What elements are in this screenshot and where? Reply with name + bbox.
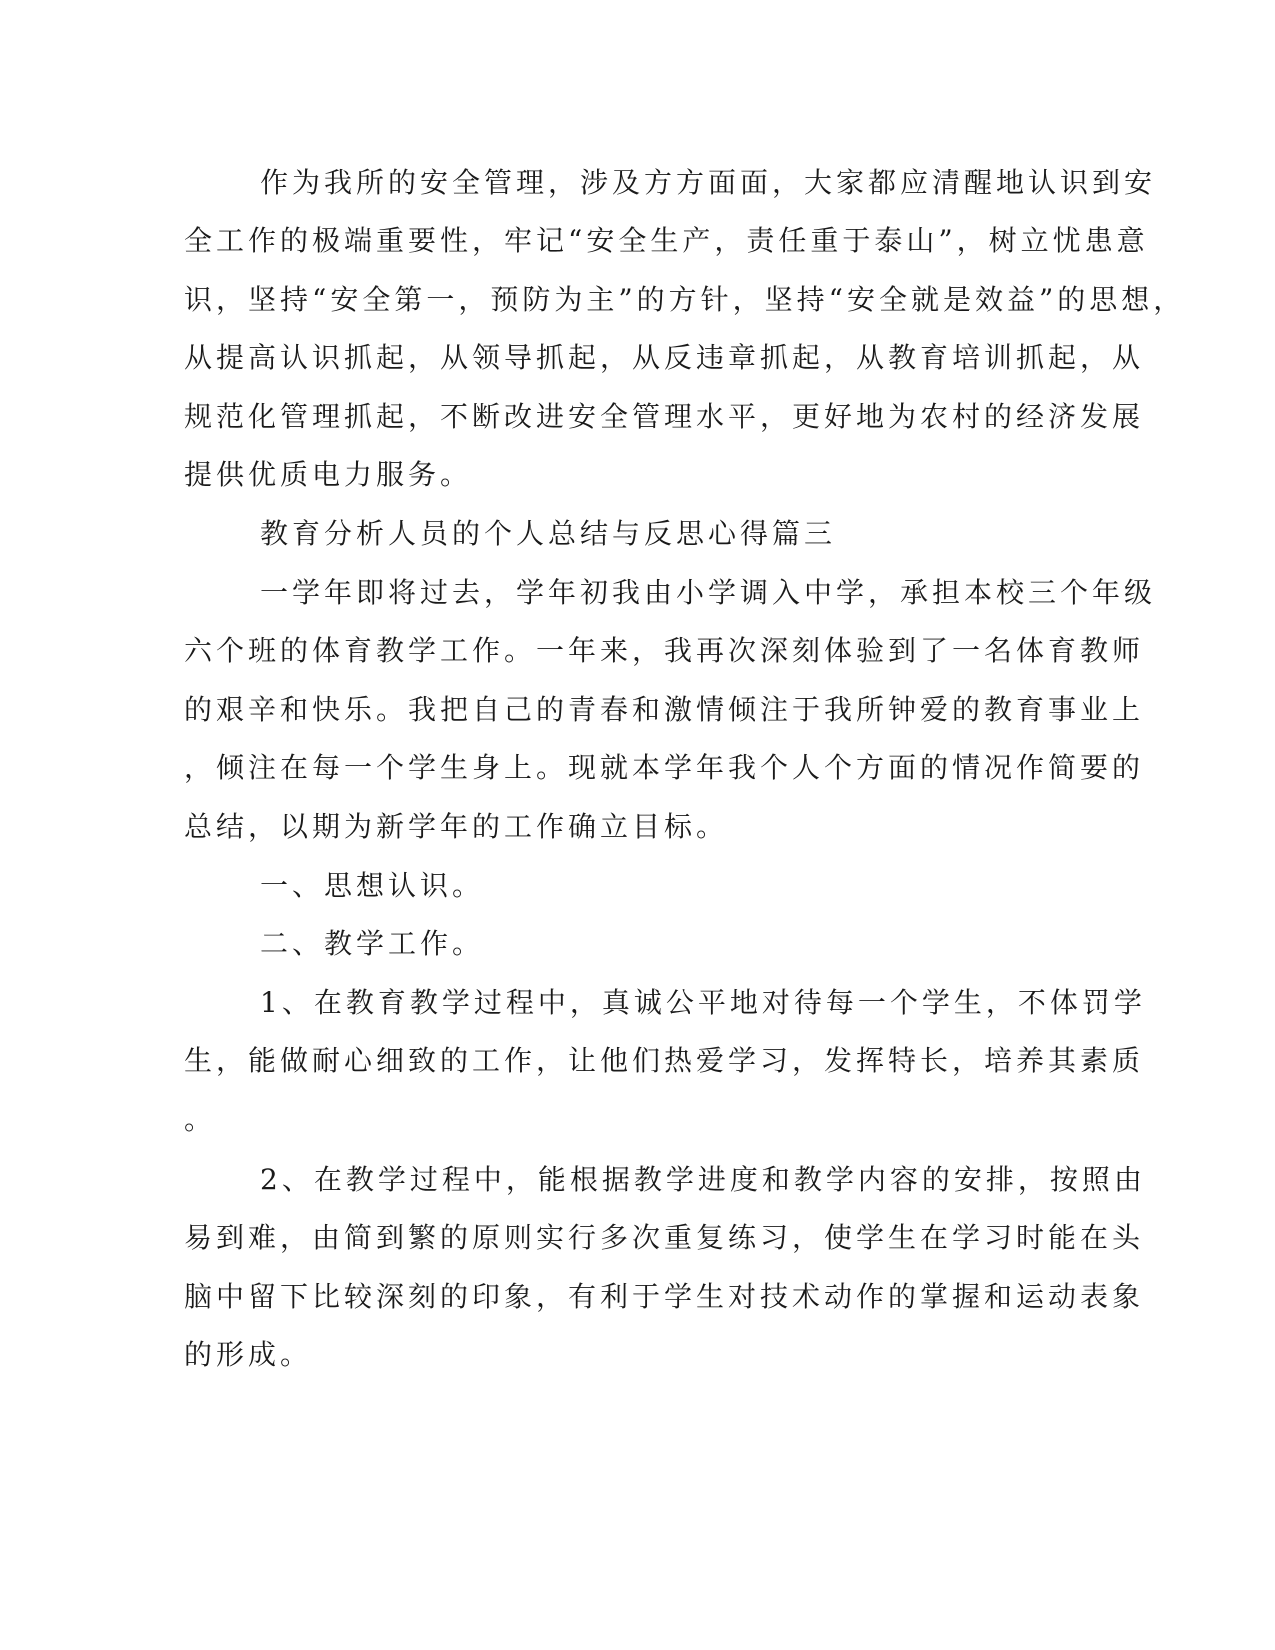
- paragraph-line: 总结，以期为新学年的工作确立目标。: [184, 810, 729, 843]
- paragraph-line: 1、在教育教学过程中，真诚公平地对待每一个学生，不体罚学: [260, 986, 1146, 1019]
- paragraph-line: 识，坚持“安全第一，预防为主”的方针，坚持“安全就是效益”的思想，: [184, 283, 1186, 316]
- paragraph-line: 2、在教学过程中，能根据教学进度和教学内容的安排，按照由: [260, 1163, 1146, 1196]
- paragraph-line: 易到难，由简到繁的原则实行多次重复练习，使学生在学习时能在头: [184, 1221, 1145, 1254]
- paragraph-line: 规范化管理抓起，不断改进安全管理水平，更好地为农村的经济发展: [184, 400, 1145, 433]
- paragraph-line: 作为我所的安全管理，涉及方方面面，大家都应清醒地认识到安: [260, 166, 1157, 199]
- paragraph-line: 。: [184, 1103, 217, 1136]
- paragraph-line: 从提高认识抓起，从领导抓起，从反违章抓起，从教育培训抓起，从: [184, 341, 1145, 374]
- paragraph-line: 的艰辛和快乐。我把自己的青春和激情倾注于我所钟爱的教育事业上: [184, 693, 1145, 726]
- paragraph-line: 生，能做耐心细致的工作，让他们热爱学习，发挥特长，培养其素质: [184, 1044, 1145, 1077]
- paragraph-line: 提供优质电力服务。: [184, 458, 473, 491]
- list-heading: 一、思想认识。: [260, 869, 485, 902]
- list-heading: 二、教学工作。: [260, 927, 485, 960]
- paragraph-line: 一学年即将过去，学年初我由小学调入中学，承担本校三个年级: [260, 576, 1157, 609]
- section-heading: 教育分析人员的个人总结与反思心得篇三: [260, 517, 837, 550]
- paragraph-line: 的形成。: [184, 1338, 313, 1371]
- paragraph-line: 全工作的极端重要性，牢记“安全生产，责任重于泰山”，树立忧患意: [184, 224, 1149, 257]
- paragraph-line: 六个班的体育教学工作。一年来，我再次深刻体验到了一名体育教师: [184, 634, 1145, 667]
- paragraph-line: 脑中留下比较深刻的印象，有利于学生对技术动作的掌握和运动表象: [184, 1280, 1145, 1313]
- paragraph-line: ，倾注在每一个学生身上。现就本学年我个人个方面的情况作简要的: [184, 751, 1145, 784]
